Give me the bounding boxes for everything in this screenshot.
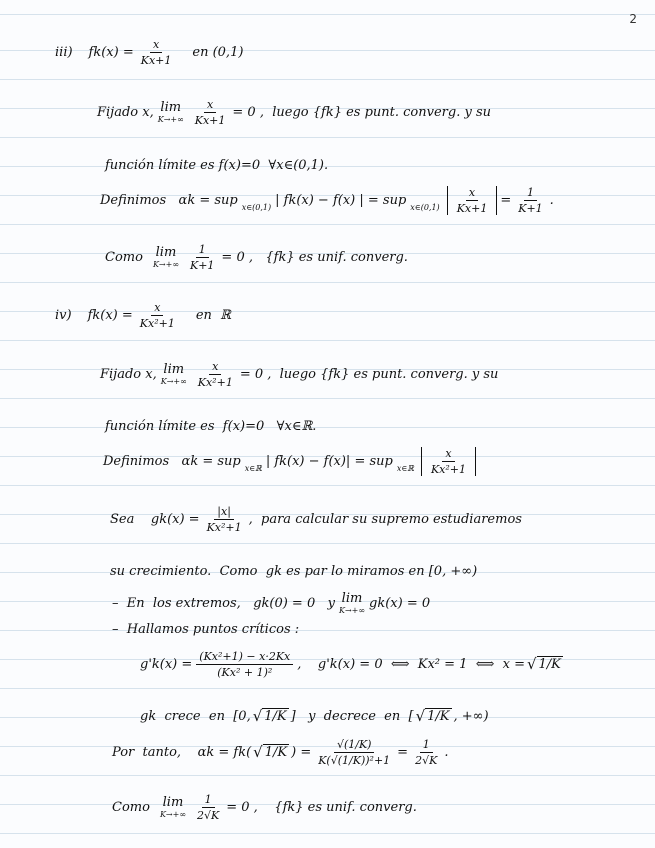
section-iv-pointwise: Fijado x, lim K→+∞ $\frac{x}{\text{Kx²+1}}$ = 0 , luego {fk} es punt. converg. y su [100,360,499,389]
section-iv-label: iv) [55,307,72,323]
absolute-value: $\frac{x}{Kx+1}$ [447,186,498,215]
section-iii-label: iii) [55,44,73,60]
page-number: 2 [629,12,637,26]
section-iii-alpha-definition: Definimos αk = sup x∈(0,1) | fk(x) − f(x) | = sup x∈(0,1) $\frac{x}{Kx+1}$ = $\frac{1}{K+1}$ . [100,186,554,215]
section-iv-limit-function: función límite es f(x)=0 ∀x∈ℝ. [105,419,317,434]
section-iv-auxiliary-function: Sea gk(x) = $\frac{|x|}{\text{Kx²+1}}$ , para calcular su supremo estudiaremos [110,505,522,534]
section-iv-endpoints: – En los extremos, gk(0) = 0 y lim K→+∞ gk(x) = 0 [112,591,431,615]
sup-subscript: x∈(0,1) [241,203,272,212]
function-domain: en (0,1) [192,44,244,60]
section-iv-alpha-definition: Definimos αk = sup x∈ℝ | fk(x) − f(x)| = sup x∈ℝ $\frac{x}{\text{Kx²+1}}$ [103,447,479,476]
section-iii-uniform-conclusion: Como lim K→+∞ $\frac{1}{K+1}$ = 0 , {fk} es unif. converg. [105,243,408,272]
section-iv-monotonicity: gk crece en [0, √ 1/K ] y decrece en [ √ 1/K , +∞) [140,707,489,725]
function-fraction: $\frac{x}{Kx+1}$ [140,38,172,67]
section-iii-definition [55,38,243,67]
section-iii-limit-function: función límite es f(x)=0 ∀x∈(0,1). [105,158,329,173]
square-root: √ 1/K [526,655,561,673]
section-iv-derivative: g'k(x) = $\frac{\text{(Kx²+1) − x·2Kx}}{\text{(Kx² + 1)²}}$ , g'k(x) = 0 ⟺ Kx² = 1 ⟺ x = √ 1/K [140,650,561,679]
section-iv-uniform-conclusion: Como lim K→+∞ $\frac{1}{2√K}$ = 0 , {fk} es unif. converg. [112,793,417,822]
section-iii-pointwise: Fijado x, lim K→+∞ $\frac{x}{Kx+1}$ = 0 , luego {fk} es punt. converg. y su [97,98,491,127]
limit-fraction: $\frac{x}{Kx+1}$ [194,98,226,127]
section-iv-definition: iv) fk(x) = $\frac{x}{\text{Kx²+1}}$ en ℝ [55,301,231,330]
section-iv-critical-points: – Hallamos puntos críticos : [112,622,300,637]
limit-expression: lim K→+∞ [157,100,184,124]
function-lhs: fk(x) = [88,44,134,60]
section-iv-alpha-value: Por tanto, αk = fk( √ 1/K ) = $\frac{√(1/K)}{\text{K(√(1/K))²+1}}$ = $\frac{1}{2√K}$ . [112,738,449,767]
section-iv-growth: su crecimiento. Como gk es par lo miramos en [0, +∞) [110,564,478,579]
